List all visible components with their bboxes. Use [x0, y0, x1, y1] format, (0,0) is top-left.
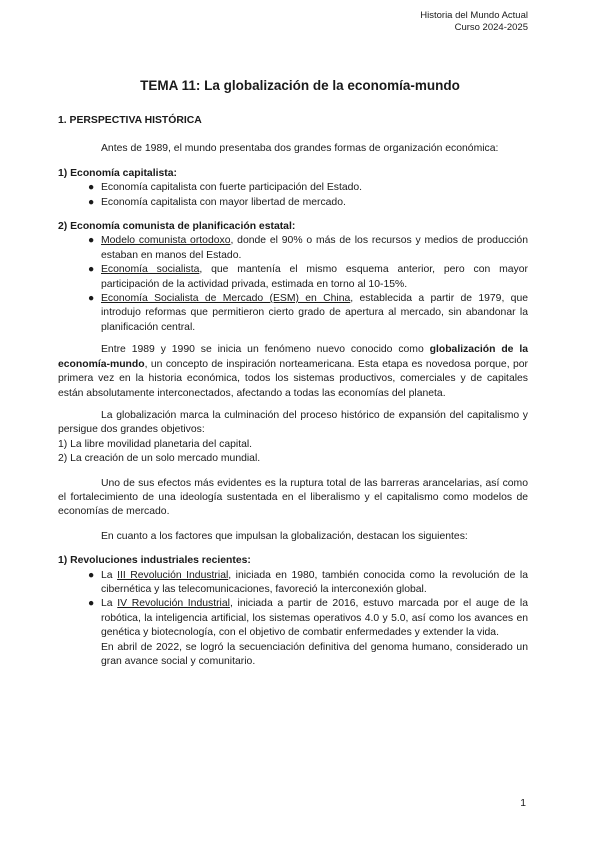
list-item: ● Economía capitalista con mayor libertad de mercado.	[58, 196, 528, 210]
intro-paragraph: Antes de 1989, el mundo presentaba dos grandes formas de organización económica:	[101, 143, 499, 155]
term-underlined: III Revolución Industrial	[117, 569, 229, 581]
header-academic-year: Curso 2024-2025	[454, 22, 528, 33]
capitalist-heading: 1) Economía capitalista:	[58, 167, 177, 179]
communist-list	[58, 234, 528, 335]
bullet-icon: ●	[88, 569, 95, 581]
list-item: ● La IV Revolución Industrial, iniciada a partir de 2016, estuvo marcada por el auge de la robótica, la inteligencia artificial, los sistemas operativos 4.0 y 5.0, así como los avances en genética y biotecnología, con el objetivo de combatir enfermedades y extender la vida. En abril de 2022, se logró la secuenciación definitiva del genoma humano, considerado un gran avance social y comunitario.	[88, 598, 528, 667]
page-title: TEMA 11: La globalización de la economía-mundo	[140, 78, 460, 93]
page-number: 1	[520, 798, 526, 809]
objectives-paragraph: La globalización marca la culminación del proceso histórico de expansión del capitalismo y persigue dos grandes objetivos:	[58, 409, 528, 436]
term-underlined: Economía socialista	[101, 264, 200, 276]
bullet-icon: ●	[88, 182, 95, 194]
document-body	[58, 114, 528, 669]
capitalist-list	[58, 181, 528, 210]
bullet-icon: ●	[88, 293, 95, 305]
factors-paragraph: En cuanto a los factores que impulsan la globalización, destacan los siguientes:	[101, 530, 468, 542]
section-heading: 1. PERSPECTIVA HISTÓRICA	[58, 115, 202, 126]
running-header	[420, 10, 528, 34]
key-term: globalización de la economía-mundo	[58, 344, 528, 370]
bullet-icon: ●	[88, 235, 95, 247]
revolutions-list	[58, 569, 528, 670]
term-underlined: Modelo comunista ortodoxo	[101, 235, 231, 247]
bullet-icon: ●	[88, 264, 95, 276]
list-item: ● Economía Socialista de Mercado (ESM) en China, establecida a partir de 1979, que introdujo reformas que permitieron cierto grado de apertura al mercado, sin abandonar la planificación central.	[88, 293, 529, 333]
list-item: ● Economía socialista, que mantenía el mismo esquema anterior, pero con mayor participación de la actividad privada, estimada en torno al 10-15%.	[88, 264, 528, 290]
objective-2: 2) La creación de un solo mercado mundial.	[58, 453, 261, 465]
list-item: ● La III Revolución Industrial, iniciada en 1980, también conocida como la revolución de la cibernética y las telecomunicaciones, favoreció la interconexión global.	[88, 569, 528, 595]
effects-paragraph: Uno de sus efectos más evidentes es la ruptura total de las barreras arancelarias, así como el fortalecimiento de una ideología sustentada en el liberalismo y el capitalismo como modelos de economías de mercado.	[58, 477, 528, 518]
revolutions-heading: 1) Revoluciones industriales recientes:	[58, 555, 251, 567]
genome-note: En abril de 2022, se logró la secuenciación definitiva del genoma humano, considerado un gran avance social y comunitario.	[101, 641, 528, 667]
term-underlined: IV Revolución Industrial	[117, 598, 230, 610]
communist-heading: 2) Economía comunista de planificación estatal:	[58, 221, 296, 233]
header-course-name: Historia del Mundo Actual	[420, 10, 528, 21]
list-item: ● Economía capitalista con fuerte participación del Estado.	[58, 181, 528, 195]
objective-1: 1) La libre movilidad planetaria del capital.	[58, 438, 253, 450]
bullet-icon: ●	[88, 196, 95, 208]
list-item: ● Modelo comunista ortodoxo, donde el 90% o más de los recursos y medios de producción estaban en manos del Estado.	[88, 235, 528, 261]
globalization-paragraph: Entre 1989 y 1990 se inicia un fenómeno nuevo conocido como globalización de la economía-mundo, un concepto de inspiración norteamericana. Esta etapa es novedosa porque, por primera vez en la historia económica, todos los sistemas productivos, comerciales y de capitales están absolutamente interconectados, afectando a todas las economías del planeta.	[58, 344, 528, 399]
term-underlined: Economía Socialista de Mercado (ESM) en China	[101, 293, 351, 305]
bullet-icon: ●	[88, 598, 95, 610]
